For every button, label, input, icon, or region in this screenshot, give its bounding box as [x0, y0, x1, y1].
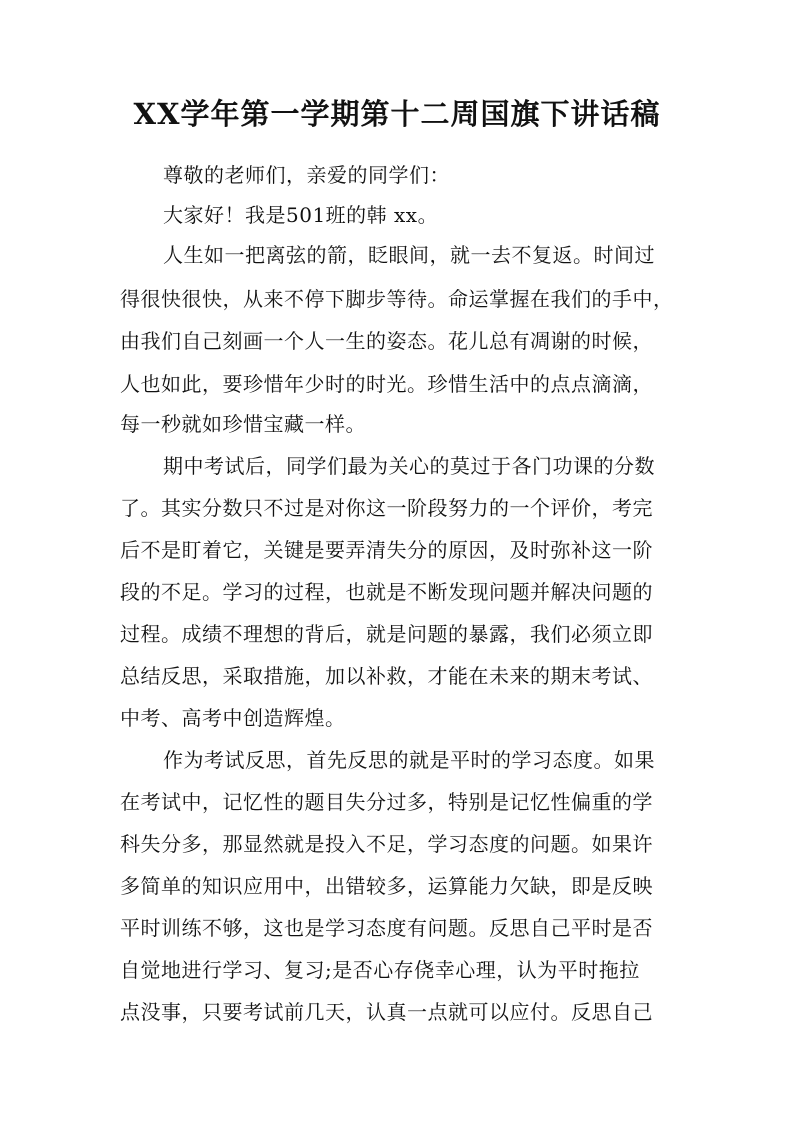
paragraph-line: 后不是盯着它，关键是要弄清失分的原因，及时弥补这一阶 [120, 538, 653, 562]
paragraph-line: 每一秒就如珍惜宝藏一样。 [120, 412, 366, 436]
paragraph-line: 由我们自己刻画一个人一生的姿态。花儿总有凋谢的时候， [120, 329, 653, 353]
salutation-line: 尊敬的老师们，亲爱的同学们： [163, 163, 450, 187]
paragraph-line: 多简单的知识应用中，出错较多，运算能力欠缺，即是反映 [120, 874, 653, 898]
paragraph-line: 自觉地进行学习、复习;是否心存侥幸心理，认为平时拖拉 [120, 958, 640, 982]
paragraph-line: 期中考试后，同学们最为关心的莫过于各门功课的分数 [163, 454, 655, 478]
paragraph-line: 过程。成绩不理想的背后，就是问题的暴露，我们必须立即 [120, 622, 653, 646]
paragraph-line: 作为考试反思，首先反思的就是平时的学习态度。如果 [163, 748, 655, 772]
paragraph-line: 科失分多，那显然就是投入不足，学习态度的问题。如果许 [120, 832, 653, 856]
paragraph-line: 得很快很快，从来不停下脚步等待。命运掌握在我们的手中， [120, 287, 674, 311]
paragraph-line: 在考试中，记忆性的题目失分过多，特别是记忆性偏重的学 [120, 790, 653, 814]
paragraph-line: 段的不足。学习的过程，也就是不断发现问题并解决问题的 [120, 580, 653, 604]
paragraph-line: 总结反思，采取措施，加以补救，才能在未来的期末考试、 [120, 664, 653, 688]
paragraph-line: 了。其实分数只不过是对你这一阶段努力的一个评价，考完 [120, 496, 653, 520]
greeting-line: 大家好！我是501班的韩 xx。 [163, 203, 439, 227]
document-title: XX学年第一学期第十二周国旗下讲话稿 [133, 97, 661, 131]
paragraph-line: 点没事，只要考试前几天，认真一点就可以应付。反思自己 [120, 1000, 653, 1024]
paragraph-line: 平时训练不够，这也是学习态度有问题。反思自己平时是否 [120, 916, 653, 940]
paragraph-line: 中考、高考中创造辉煌。 [120, 706, 346, 730]
paragraph-line: 人生如一把离弦的箭，眨眼间，就一去不复返。时间过 [163, 243, 655, 267]
paragraph-line: 人也如此，要珍惜年少时的时光。珍惜生活中的点点滴滴， [120, 372, 653, 396]
